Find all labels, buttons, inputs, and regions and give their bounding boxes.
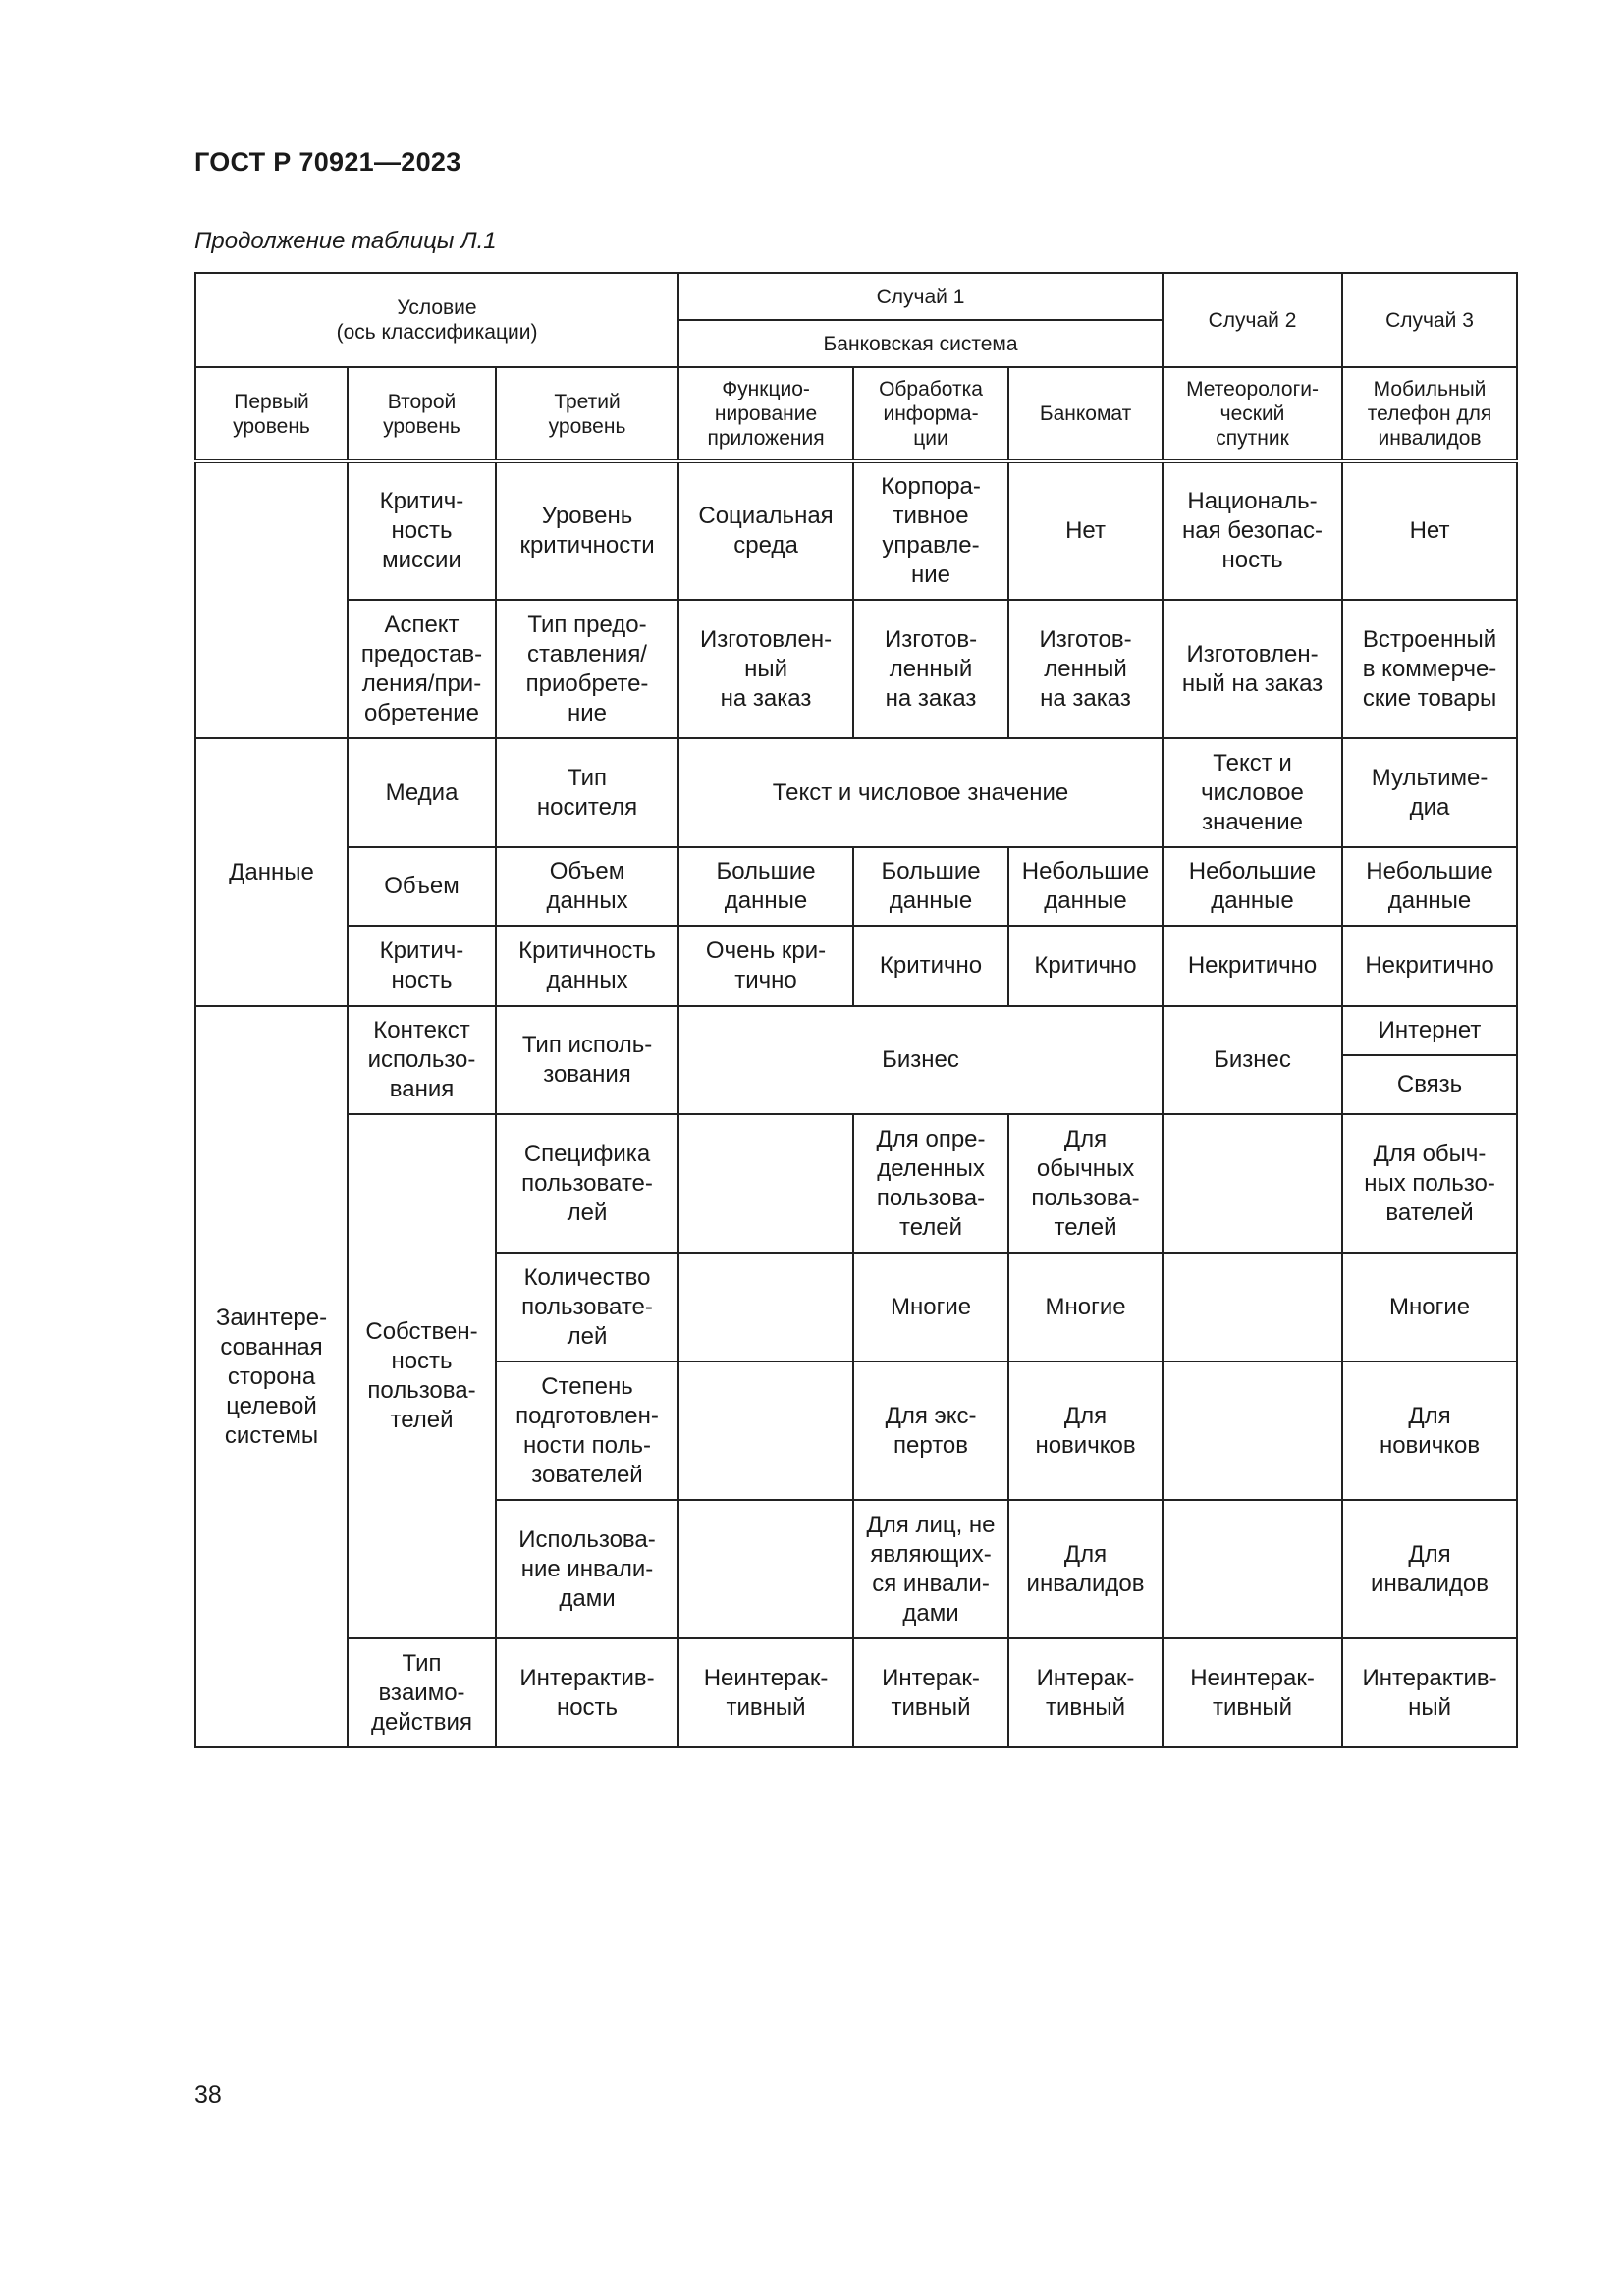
table-cell: Количество пользовате- лей <box>496 1253 678 1362</box>
table-cell: Специфика пользовате- лей <box>496 1114 678 1253</box>
table-cell: Неинтерак- тивный <box>678 1638 853 1747</box>
table-cell <box>678 1362 853 1500</box>
table-cell: Многие <box>1342 1253 1517 1362</box>
document-code: ГОСТ Р 70921—2023 <box>194 147 461 177</box>
table-cell: Многие <box>1008 1253 1163 1362</box>
table-cell: Медиа <box>348 738 496 847</box>
table-cell: Интерак- тивный <box>853 1638 1008 1747</box>
table-cell: Изготов- ленный на заказ <box>1008 600 1163 738</box>
table-cell: Националь- ная безопас- ность <box>1163 461 1342 600</box>
header-mobile-phone: Мобильный телефон для инвалидов <box>1342 367 1517 461</box>
table-cell: Для обыч- ных пользо- вателей <box>1342 1114 1517 1253</box>
table-cell: Неинтерак- тивный <box>1163 1638 1342 1747</box>
table-cell <box>678 1500 853 1638</box>
table-cell: Нет <box>1342 461 1517 600</box>
table-cell: Критично <box>1008 926 1163 1006</box>
group-ownership: Собствен- ность пользова- телей <box>348 1114 496 1638</box>
header-info-processing: Обработка информа- ции <box>853 367 1008 461</box>
table-cell: Небольшие данные <box>1163 847 1342 926</box>
table-cell: Некритично <box>1163 926 1342 1006</box>
table-cell: Изготовлен- ный на заказ <box>1163 600 1342 738</box>
table-cell: Небольшие данные <box>1342 847 1517 926</box>
table-cell: Изготов- ленный на заказ <box>853 600 1008 738</box>
table-cell: Большие данные <box>678 847 853 926</box>
group-stakeholder: Заинтере- сованная сторона целевой системы <box>195 1006 348 1747</box>
table-cell: Тип предо- ставления/ приобрете- ние <box>496 600 678 738</box>
table-cell <box>678 1253 853 1362</box>
table-cell: Нет <box>1008 461 1163 600</box>
header-case2: Случай 2 <box>1163 273 1342 367</box>
table-cell: Тип носителя <box>496 738 678 847</box>
header-case1: Случай 1 <box>678 273 1163 320</box>
table-cell: Интерак- тивный <box>1008 1638 1163 1747</box>
table-cell: Критич- ность <box>348 926 496 1006</box>
table-cell: Очень кри- тично <box>678 926 853 1006</box>
header-bank-system: Банковская система <box>678 320 1163 367</box>
header-atm: Банкомат <box>1008 367 1163 461</box>
group-data: Данные <box>195 738 348 1006</box>
table-cell: Бизнес <box>678 1006 1163 1114</box>
table-cell <box>1163 1500 1342 1638</box>
table-cell: Для экс- пертов <box>853 1362 1008 1500</box>
table-cell: Тип взаимо- действия <box>348 1638 496 1747</box>
table-cell: Текст и числовое значение <box>678 738 1163 847</box>
table-cell: Небольшие данные <box>1008 847 1163 926</box>
table-caption: Продолжение таблицы Л.1 <box>194 228 497 254</box>
table-cell: Использова- ние инвали- дами <box>496 1500 678 1638</box>
table-cell: Некритично <box>1342 926 1517 1006</box>
header-meteo-satellite: Метеорологи- ческий спутник <box>1163 367 1342 461</box>
table-cell: Объем <box>348 847 496 926</box>
table-cell: Для новичков <box>1342 1362 1517 1500</box>
group-empty <box>195 461 348 738</box>
table-cell: Изготовлен- ный на заказ <box>678 600 853 738</box>
classification-table <box>194 272 1518 1748</box>
table-cell: Мультиме- диа <box>1342 738 1517 847</box>
header-app-function: Функцио- нирование приложения <box>678 367 853 461</box>
table-cell: Многие <box>853 1253 1008 1362</box>
table-cell: Объем данных <box>496 847 678 926</box>
header-level3: Третий уровень <box>496 367 678 461</box>
table-cell: Контекст использо- вания <box>348 1006 496 1114</box>
table-cell: Для лиц, не являющих- ся инвали- дами <box>853 1500 1008 1638</box>
page-number: 38 <box>194 2081 222 2109</box>
header-level1: Первый уровень <box>195 367 348 461</box>
table-cell: Бизнес <box>1163 1006 1342 1114</box>
table-cell: Для инвалидов <box>1008 1500 1163 1638</box>
table-cell: Текст и числовое значение <box>1163 738 1342 847</box>
table-cell <box>1163 1114 1342 1253</box>
table-cell <box>678 1114 853 1253</box>
header-level2: Второй уровень <box>348 367 496 461</box>
table-cell <box>1163 1253 1342 1362</box>
header-case3: Случай 3 <box>1342 273 1517 367</box>
table-cell: Корпора- тивное управле- ние <box>853 461 1008 600</box>
header-condition: Условие (ось классификации) <box>195 273 678 367</box>
table-cell: Встроенный в коммерче- ские товары <box>1342 600 1517 738</box>
table-cell: Для опре- деленных пользова- телей <box>853 1114 1008 1253</box>
table-cell: Для инвалидов <box>1342 1500 1517 1638</box>
table-cell: Социальная среда <box>678 461 853 600</box>
table-cell: Интерактив- ность <box>496 1638 678 1747</box>
table-cell: Критично <box>853 926 1008 1006</box>
table-cell: Для обычных пользова- телей <box>1008 1114 1163 1253</box>
table-cell: Интерактив- ный <box>1342 1638 1517 1747</box>
table-cell: Для новичков <box>1008 1362 1163 1500</box>
table-cell: Критичность данных <box>496 926 678 1006</box>
table-cell: Связь <box>1342 1055 1517 1114</box>
table-cell: Интернет <box>1342 1006 1517 1055</box>
table-cell <box>1163 1362 1342 1500</box>
table-cell: Большие данные <box>853 847 1008 926</box>
table-cell: Аспект предостав- ления/при- обретение <box>348 600 496 738</box>
table-cell: Тип исполь- зования <box>496 1006 678 1114</box>
table-cell: Степень подготовлен- ности поль- зователей <box>496 1362 678 1500</box>
table-cell: Критич- ность миссии <box>348 461 496 600</box>
table-cell: Уровень критичности <box>496 461 678 600</box>
